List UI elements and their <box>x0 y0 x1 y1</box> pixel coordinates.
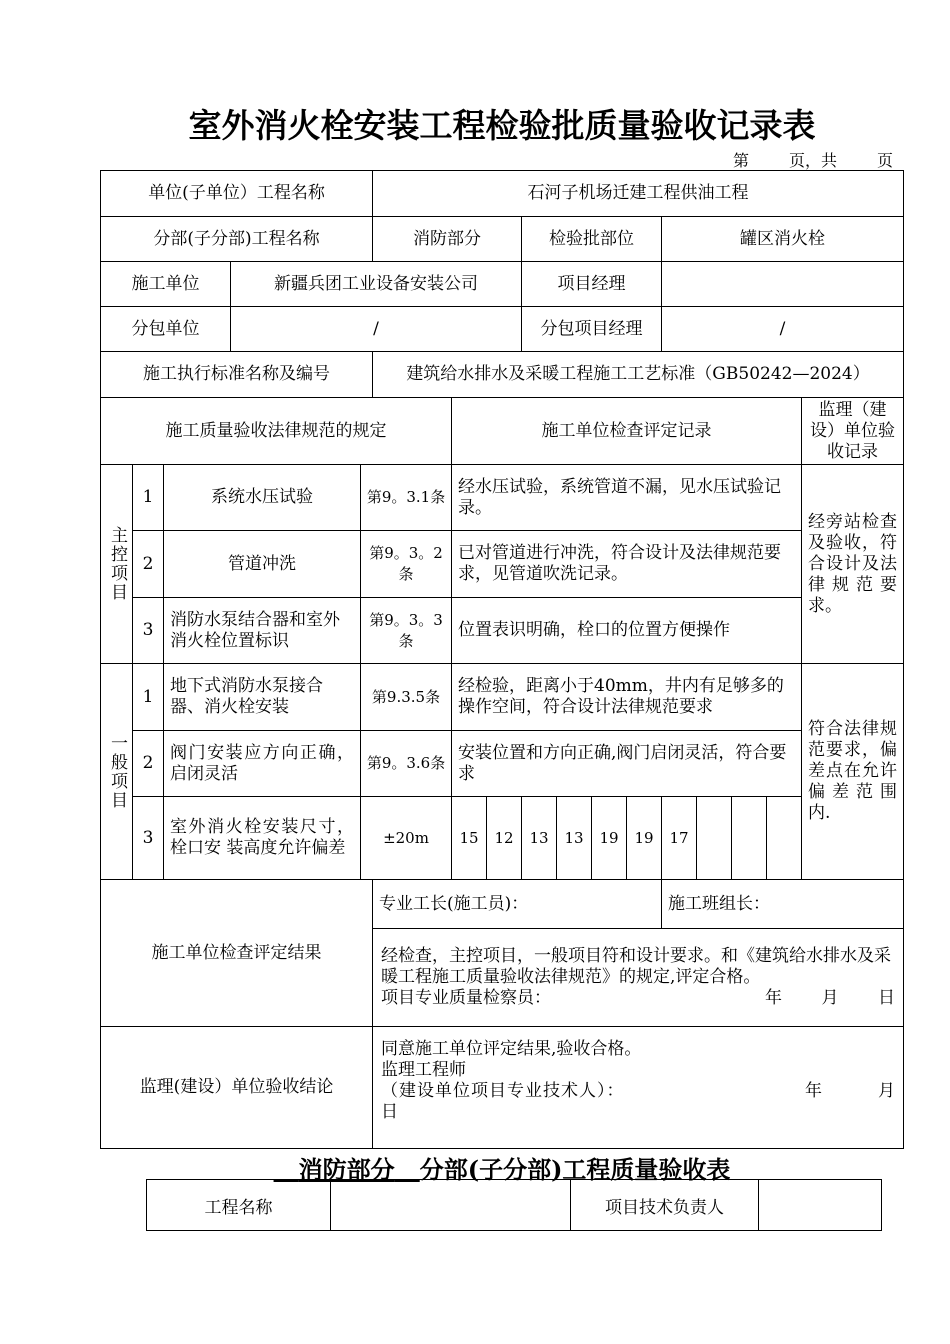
table-row <box>101 531 904 598</box>
sub-pm-label: 分包项目经理 <box>522 307 662 352</box>
constructor-label: 施工单位 <box>101 262 231 307</box>
item-record: 经检验，距离小于40mm，井内有足够多的操作空间，符合设计法律规范要求 <box>452 664 802 731</box>
item-clause: ±20m <box>361 797 452 880</box>
row-no: 2 <box>133 731 164 797</box>
measurement-cell: 15 <box>452 797 487 880</box>
date-day: 日 <box>878 988 896 1008</box>
conclusion-day: 日 <box>381 1102 399 1122</box>
item-name: 系统水压试验 <box>164 465 361 531</box>
team-leader-label: 施工班组长： <box>662 880 904 929</box>
general-items-group-label: 一般项目 <box>101 664 133 880</box>
pm-label: 项目经理 <box>522 262 662 307</box>
main-items-group-label: 主控项目 <box>101 465 133 664</box>
result-cell <box>373 929 904 1027</box>
inspector-label: 项目专业质量检察员： <box>381 988 552 1008</box>
item-clause: 第9。3.1条 <box>361 465 452 531</box>
page-title: 室外消火栓安装工程检验批质量验收记录表 <box>188 106 816 145</box>
date-month: 月 <box>878 1081 896 1101</box>
item-name: 消防水泵结合器和室外消火栓位置标识 <box>164 598 361 664</box>
page-ye: 页 <box>877 151 894 170</box>
measurement-cell <box>732 797 767 880</box>
conclusion-line3: （建设单位项目专业技术人）： <box>381 1081 625 1101</box>
conclusion-cell <box>373 1027 904 1149</box>
measurement-cell <box>767 797 802 880</box>
unit-label: 单位(子单位）工程名称 <box>101 171 373 217</box>
footer-prefix-text: 消防部分 <box>298 1155 395 1184</box>
col-record-header: 施工单位检查评定记录 <box>452 398 802 465</box>
result-text: 经检查，主控项目，一般项目符和设计要求。和《建筑给水排水及采暖工程施工质量验收法律规范》的规定,评定合格。 <box>381 946 892 987</box>
conclusion-sign-line <box>381 1081 895 1102</box>
sub-value: 消防部分 <box>373 217 522 262</box>
row-no: 3 <box>133 797 164 880</box>
footer-table <box>146 1179 882 1231</box>
measurement-cell: 17 <box>662 797 697 880</box>
main-supervisor-record: 经旁站检查及验收，符合设计及法律规范要求。 <box>802 465 904 664</box>
pm-value <box>662 262 904 307</box>
item-record: 已对管道进行冲洗，符合设计及法律规范要求，见管道吹洗记录。 <box>452 531 802 598</box>
page-di: 第 <box>733 151 750 170</box>
measurement-cell: 13 <box>522 797 557 880</box>
row-no: 1 <box>133 664 164 731</box>
conclusion-line2: 监理工程师 <box>381 1060 467 1080</box>
item-name: 地下式消防水泵接合器、消火栓安装 <box>164 664 361 731</box>
item-record: 经水压试验，系统管道不漏，见水压试验记录。 <box>452 465 802 531</box>
date-year: 年 <box>805 1081 823 1101</box>
footer-title-text: 分部(子分部)工程质量验收表 <box>419 1155 731 1184</box>
result-date <box>765 988 895 1009</box>
measurement-cell: 19 <box>592 797 627 880</box>
row-no: 2 <box>133 531 164 598</box>
batch-value: 罐区消火栓 <box>662 217 904 262</box>
conclusion-date-ym <box>805 1081 895 1102</box>
item-clause: 第9.3.5条 <box>361 664 452 731</box>
table-row <box>101 664 904 731</box>
page-ye-gong: 页，共 <box>789 151 838 170</box>
result-inspector-line <box>381 988 895 1009</box>
table-row <box>101 465 904 531</box>
standard-label: 施工执行标准名称及编号 <box>101 352 373 398</box>
table-row <box>101 598 904 664</box>
item-record: 位置表识明确，栓口的位置方便操作 <box>452 598 802 664</box>
tech-lead-label: 项目技术负责人 <box>571 1180 759 1231</box>
project-name-value <box>331 1180 571 1231</box>
measurement-cell: 19 <box>627 797 662 880</box>
item-record: 安装位置和方向正确,阀门启闭灵活，符合要 求 <box>452 731 802 797</box>
measurement-cell <box>697 797 732 880</box>
col-supervisor-header: 监理（建设）单位验收记录 <box>802 398 904 465</box>
row-no: 1 <box>133 465 164 531</box>
inspection-table <box>100 170 904 1149</box>
project-name-label: 工程名称 <box>147 1180 331 1231</box>
item-clause: 第9。3。2条 <box>361 531 452 598</box>
measurement-cell: 12 <box>487 797 522 880</box>
item-name: 阀门安装应方向正确，启闭灵活 <box>164 731 361 797</box>
page-number <box>733 148 893 171</box>
item-name: 室外消火栓安装尺寸，栓口安 装高度允许偏差 <box>164 797 361 880</box>
foreman-label: 专业工长(施工员)： <box>373 880 662 929</box>
date-month: 月 <box>821 988 839 1008</box>
sub-pm-value: / <box>662 307 904 352</box>
result-label: 施工单位检查评定结果 <box>101 880 373 1027</box>
item-name: 管道冲洗 <box>164 531 361 598</box>
measurement-cell: 13 <box>557 797 592 880</box>
batch-label: 检验批部位 <box>522 217 662 262</box>
item-clause: 第9。3.6条 <box>361 731 452 797</box>
conclusion-label: 监理(建设）单位验收结论 <box>101 1027 373 1149</box>
tech-lead-value <box>759 1180 882 1231</box>
date-year: 年 <box>765 988 783 1008</box>
subcontract-value: / <box>231 307 522 352</box>
col-spec-header: 施工质量验收法律规范的规定 <box>101 398 452 465</box>
sub-label: 分部(子分部)工程名称 <box>101 217 373 262</box>
standard-value: 建筑给水排水及采暖工程施工工艺标准（GB50242—2024） <box>373 352 904 398</box>
conclusion-line1: 同意施工单位评定结果,验收合格。 <box>381 1039 642 1059</box>
item-clause: 第9。3。3条 <box>361 598 452 664</box>
table-row <box>101 731 904 797</box>
unit-value: 石河子机场迁建工程供油工程 <box>373 171 904 217</box>
constructor-value: 新疆兵团工业设备安装公司 <box>231 262 522 307</box>
table-row <box>101 797 904 880</box>
general-supervisor-record: 符合法律规范要求，偏差点在允许偏差范围内. <box>802 664 904 880</box>
subcontract-label: 分包单位 <box>101 307 231 352</box>
row-no: 3 <box>133 598 164 664</box>
